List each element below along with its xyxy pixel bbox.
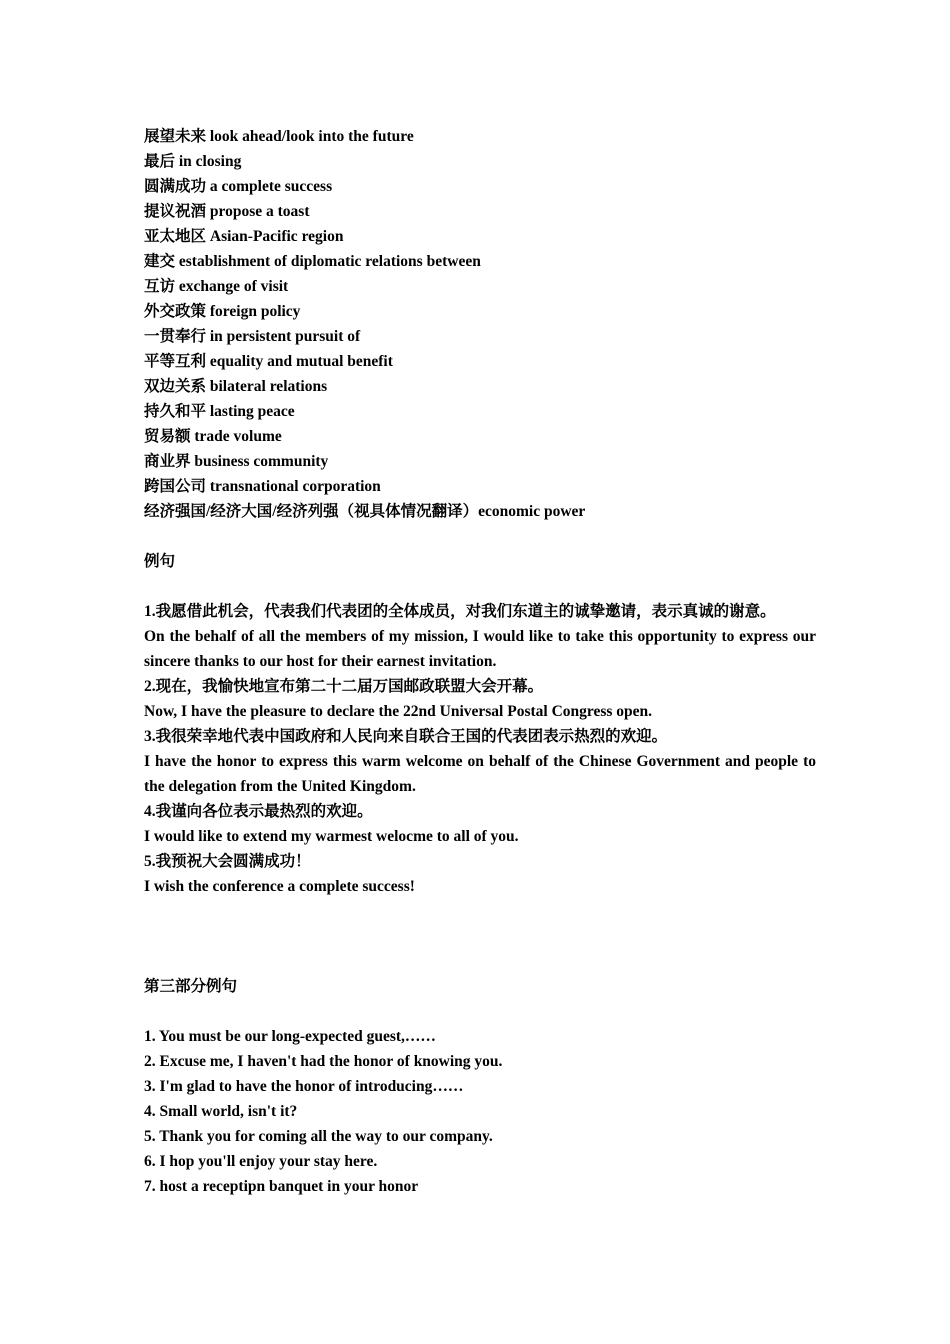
spacer <box>144 574 816 599</box>
glossary-item: 最后 in closing <box>144 153 242 170</box>
glossary-item: 平等互利 equality and mutual benefit <box>144 353 393 370</box>
part3-item: 7. host a receptipn banquet in your honor <box>144 1178 419 1195</box>
glossary-item: 持久和平 lasting peace <box>144 403 295 420</box>
spacer <box>144 999 816 1024</box>
part3-item: 5. Thank you for coming all the way to our company. <box>144 1128 493 1145</box>
example-chinese: 3.我很荣幸地代表中国政府和人民向来自联合王国的代表团表示热烈的欢迎。 <box>144 728 668 745</box>
glossary-item: 外交政策 foreign policy <box>144 303 301 320</box>
part3-item: 3. I'm glad to have the honor of introducing…… <box>144 1078 464 1095</box>
glossary-item: 亚太地区 Asian-Pacific region <box>144 228 344 245</box>
part3-item: 1. You must be our long-expected guest,…… <box>144 1028 436 1045</box>
glossary-item: 贸易额 trade volume <box>144 428 282 445</box>
spacer <box>144 899 816 974</box>
example-chinese: 4.我谨向各位表示最热烈的欢迎。 <box>144 803 373 820</box>
glossary-item: 经济强国/经济大国/经济列强（视具体情况翻译）economic power <box>144 503 586 520</box>
example-english: On the behalf of all the members of my mission, I would like to take this opportunity to express our sincere thanks to our host for their earnest invitation. <box>144 628 816 670</box>
glossary-item: 商业界 business community <box>144 453 329 470</box>
examples-list <box>144 599 816 899</box>
glossary-item: 互访 exchange of visit <box>144 278 289 295</box>
glossary-item: 双边关系 bilateral relations <box>144 378 328 395</box>
document-body <box>144 124 816 1199</box>
glossary-item: 跨国公司 transnational corporation <box>144 478 381 495</box>
glossary-list <box>144 124 816 524</box>
glossary-item: 圆满成功 a complete success <box>144 178 333 195</box>
example-chinese: 1.我愿借此机会，代表我们代表团的全体成员，对我们东道主的诚挚邀请，表示真诚的谢意。 <box>144 603 776 620</box>
part3-item: 6. I hop you'll enjoy your stay here. <box>144 1153 378 1170</box>
example-chinese: 2.现在，我愉快地宣布第二十二届万国邮政联盟大会开幕。 <box>144 678 544 695</box>
part3-item: 4. Small world, isn't it? <box>144 1103 298 1120</box>
part3-list <box>144 1024 816 1199</box>
part3-item: 2. Excuse me, I haven't had the honor of knowing you. <box>144 1053 503 1070</box>
example-english: Now, I have the pleasure to declare the 22nd Universal Postal Congress open. <box>144 703 653 720</box>
glossary-item: 提议祝酒 propose a toast <box>144 203 310 220</box>
example-english: I wish the conference a complete success! <box>144 878 415 895</box>
example-english: I would like to extend my warmest welocme to all of you. <box>144 828 519 845</box>
example-chinese: 5.我预祝大会圆满成功！ <box>144 853 311 870</box>
spacer <box>144 524 816 549</box>
glossary-item: 建交 establishment of diplomatic relations between <box>144 253 481 270</box>
glossary-item: 展望未来 look ahead/look into the future <box>144 128 414 145</box>
examples-heading: 例句 <box>144 553 176 570</box>
glossary-item: 一贯奉行 in persistent pursuit of <box>144 328 361 345</box>
example-english: I have the honor to express this warm welcome on behalf of the Chinese Government and people to the delegation from the United Kingdom. <box>144 753 816 795</box>
part3-heading: 第三部分例句 <box>144 978 238 995</box>
